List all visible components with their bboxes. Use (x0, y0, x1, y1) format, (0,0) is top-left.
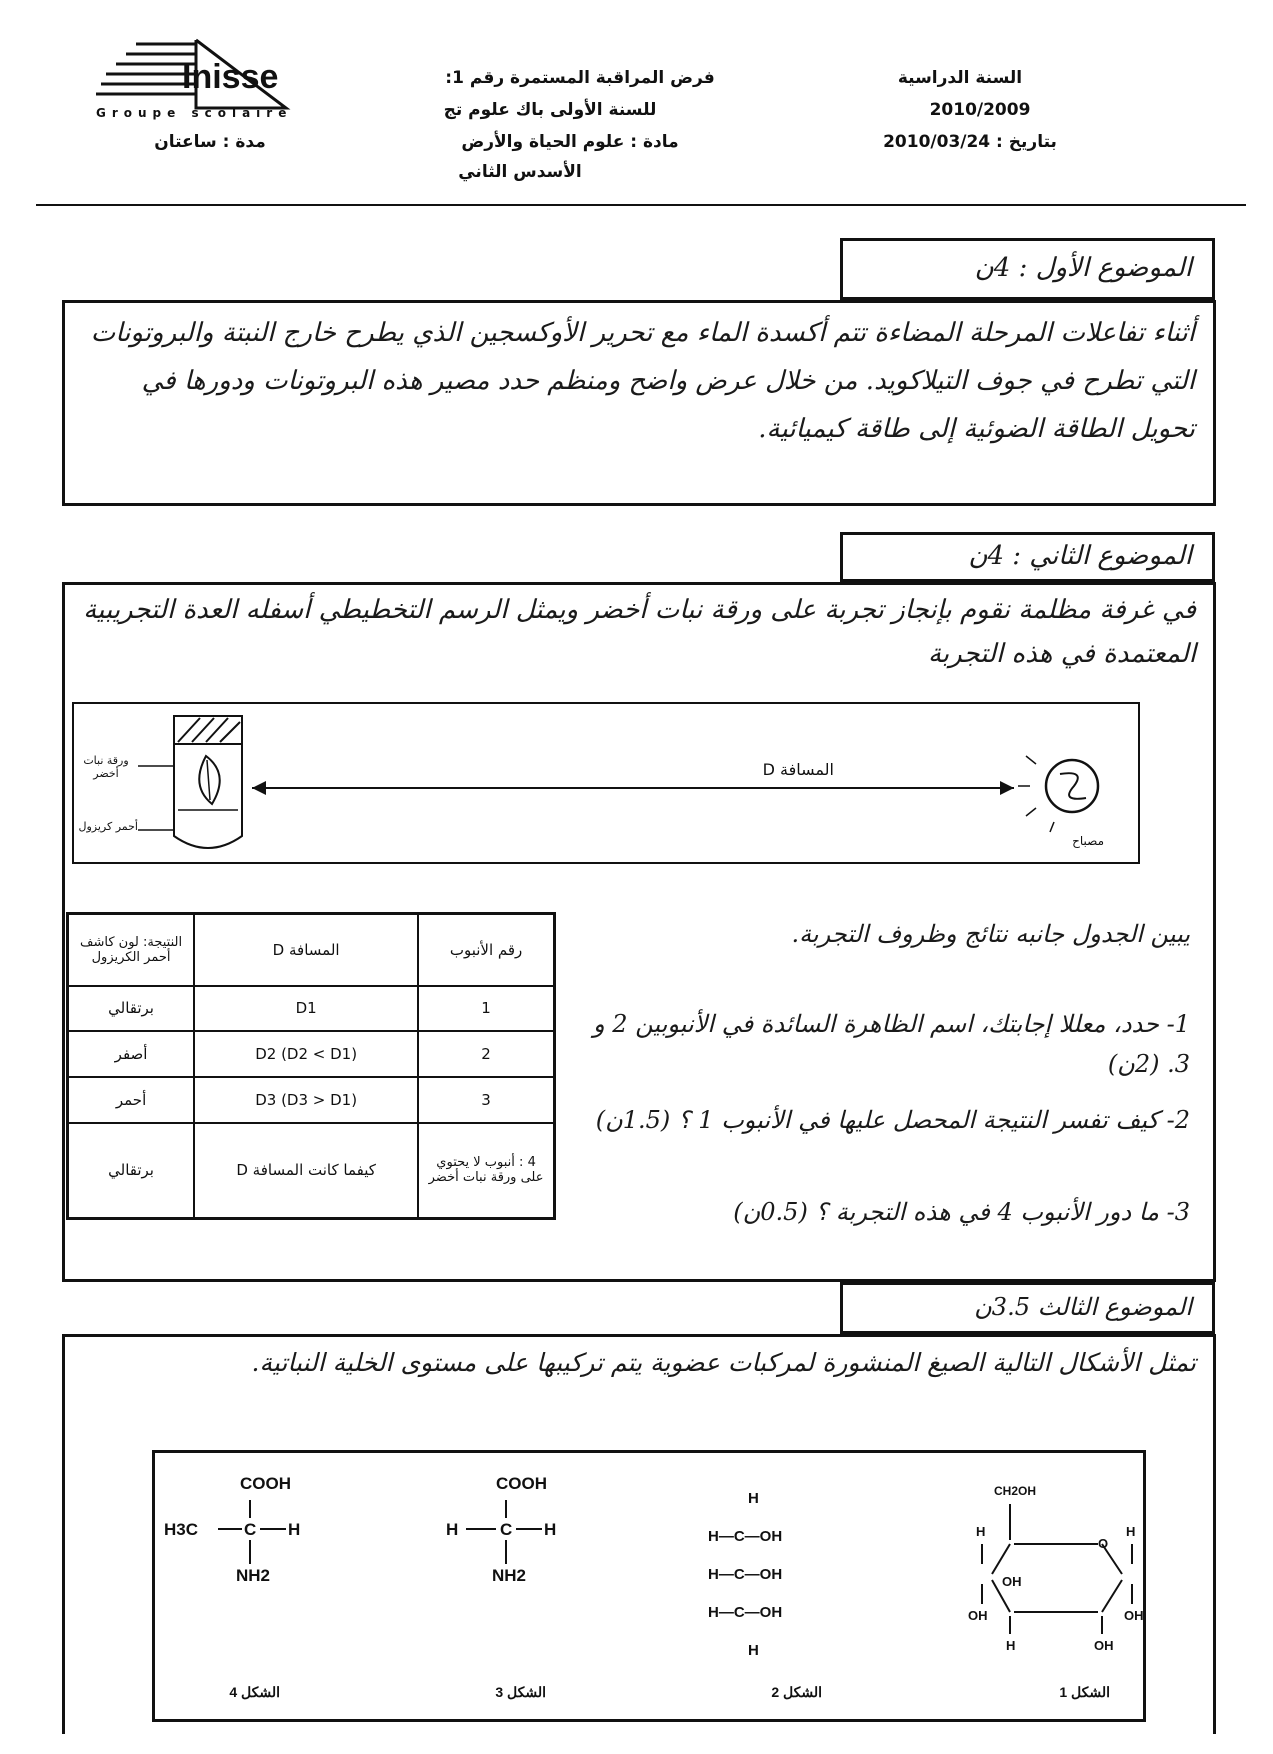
fig4-carbon: C (244, 1520, 257, 1539)
exam-semester: الأسدس الثاني (458, 162, 582, 182)
table-cell: برتقالي (68, 1123, 195, 1219)
fig1-ch2oh: CH2OH (994, 1484, 1037, 1498)
table-row (68, 1077, 555, 1123)
fig3-h-right: H (544, 1520, 557, 1539)
lamp-label: مصباح (1072, 834, 1104, 848)
exam-title: فرض المراقبة المستمرة رقم 1: (445, 68, 715, 88)
fig3-h-left: H (446, 1520, 459, 1539)
question-3: 3- ما دور الأنبوب 4 في هذه التجربة ؟ (0.5ن) (733, 1198, 1190, 1226)
exam-date: بتاريخ : 2010/03/24 (883, 132, 1057, 152)
fig4-h: H (288, 1520, 301, 1539)
topic2-title: الموضوع الثاني : 4ن (968, 541, 1192, 571)
table-cell: 3 (418, 1077, 554, 1123)
table-cell: برتقالي (68, 986, 195, 1032)
fig1-label: الشكل 1 (1059, 1684, 1110, 1700)
topic3-title: الموضوع الثالث 3.5ن (974, 1293, 1192, 1321)
table-row (68, 986, 555, 1032)
table-header-distance: المسافة D (194, 914, 418, 986)
topic1-title-box (840, 238, 1215, 300)
table-row (68, 1123, 555, 1219)
topic1-box (62, 300, 1216, 506)
topic1-text: أثناء تفاعلات المرحلة المضاءة تتم أكسدة الماء مع تحرير الأوكسجين الذي يطرح خارج النبتة والبروتونات التي تطرح في جوف التيلاكويد. من خلال عرض واضح ومنظم حدد مصير هذه البروتونات ودورها في تحويل الطاقة الضوئية إلى طاقة كيميائية. (90, 318, 1195, 444)
topic2-title-box (840, 532, 1215, 582)
fig4-ch3: H3C (164, 1520, 199, 1539)
fig1-oh-1: OH (1002, 1574, 1022, 1589)
table-cell: 2 (418, 1031, 554, 1077)
table-cell: D1 (194, 986, 418, 1032)
fig2-h-top: H (748, 1490, 759, 1507)
fig1-oxygen: O (1098, 1536, 1109, 1551)
fig3-carbon: C (500, 1520, 513, 1539)
fig4-nh2: NH2 (236, 1566, 271, 1585)
table-cell: 1 (418, 986, 554, 1032)
table-intro: يبين الجدول جانبه نتائج وظروف التجربة. (791, 920, 1190, 948)
school-year: 2010/2009 (929, 100, 1031, 120)
exam-level: للسنة الأولى باك علوم تج (443, 100, 657, 120)
table-header-tube: رقم الأنبوب (418, 914, 554, 986)
topic3-title-box (840, 1282, 1215, 1334)
fig2-row2: H—C—OH (708, 1566, 783, 1583)
table-cell: أصفر (68, 1031, 195, 1077)
logo-subtitle: Groupe scolaire (96, 106, 293, 120)
fig3-bonds (456, 1490, 556, 1570)
fig1-ring (960, 1500, 1140, 1660)
logo-name: Inisse (182, 58, 279, 96)
distance-label: المسافة D (762, 760, 834, 779)
question-2: 2- كيف تفسر النتيجة المحصل عليها في الأنبوب 1 ؟ (1.5ن) (595, 1106, 1190, 1134)
fig1-oh-2: OH (968, 1608, 988, 1623)
fig4-label: الشكل 4 (229, 1684, 280, 1700)
topic1-title: الموضوع الأول : 4ن (974, 253, 1192, 283)
fig4-bonds (200, 1490, 300, 1570)
fig2-label: الشكل 2 (771, 1684, 822, 1700)
fig2-h-bottom: H (748, 1642, 759, 1659)
fig2-row1: H—C—OH (708, 1528, 783, 1545)
fig1-oh-3: OH (1124, 1608, 1144, 1623)
fig1-oh-4: OH (1094, 1638, 1114, 1653)
fig3-cooh: COOH (496, 1474, 547, 1493)
table-cell: أحمر (68, 1077, 195, 1123)
results-table (66, 912, 556, 1220)
year-label: السنة الدراسية (897, 68, 1023, 88)
experiment-diagram (72, 702, 1140, 864)
fig1-h-2: H (1126, 1524, 1136, 1539)
header-divider (36, 204, 1246, 206)
fig2-row3: H—C—OH (708, 1604, 783, 1621)
fig1-h-3: H (1006, 1638, 1016, 1653)
logo (96, 30, 336, 125)
table-cell: D3 (D3 > D1) (194, 1077, 418, 1123)
topic3-text: تمثل الأشكال التالية الصيغ المنشورة لمركبات عضوية يتم تركيبها على مستوى الخلية النباتية. (251, 1348, 1196, 1377)
table-cell: كيفما كانت المسافة D (194, 1123, 418, 1219)
fig3-label: الشكل 3 (495, 1684, 546, 1700)
topic2-text: في غرفة مظلمة نقوم بإنجاز تجربة على ورقة نبات أخضر ويمثل الرسم التخطيطي أسفله العدة التجريبية المعتمدة في هذه التجربة (83, 595, 1196, 669)
experiment-drawing (74, 704, 1140, 864)
table-cell: D2 (D2 < D1) (194, 1031, 418, 1077)
table-row (68, 1031, 555, 1077)
exam-duration: مدة : ساعتان (154, 132, 266, 152)
indicator-label: أحمر كريزول (78, 820, 138, 833)
exam-subject: مادة : علوم الحياة والأرض (461, 132, 679, 152)
fig3-nh2: NH2 (492, 1566, 527, 1585)
leaf-label: ورقة نبات أخضر (83, 754, 129, 780)
fig1-h-1: H (976, 1524, 986, 1539)
table-cell: 4 : أنبوب لا يحتوي على ورقة نبات أخضر (418, 1123, 554, 1219)
question-1: 1- حدد، معللا إجابتك، اسم الظاهرة السائدة في الأنبوبين 2 و 3. (2ن) (593, 1010, 1190, 1078)
table-header-result: النتيجة: لون كاشف أحمر الكريزول (68, 914, 195, 986)
fig4-cooh: COOH (240, 1474, 291, 1493)
